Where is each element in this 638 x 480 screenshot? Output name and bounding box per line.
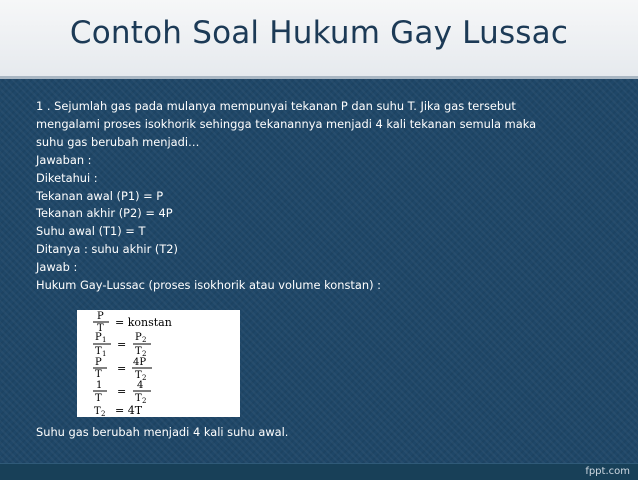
formula-text: 2: [101, 410, 106, 417]
body-line: Jawaban :: [36, 152, 92, 167]
formula-text: 2: [142, 350, 147, 358]
formula-text: T: [94, 406, 101, 417]
body-line: Tekanan akhir (P2) = 4P: [36, 206, 173, 221]
formula-text: T: [97, 323, 104, 334]
formula-text: 4P: [133, 357, 147, 368]
formula-text: T: [135, 346, 142, 357]
title-band: [0, 0, 638, 79]
slide-title: Contoh Soal Hukum Gay Lussac: [69, 15, 569, 51]
formula-svg: [77, 310, 240, 417]
formula-text: T: [135, 393, 142, 404]
formula-text: = 4T: [115, 404, 143, 417]
formula-text: T: [95, 346, 102, 357]
formula-text: P: [95, 332, 102, 343]
footer-brand: fppt.com: [585, 466, 630, 477]
body-line: Jawab :: [36, 260, 78, 275]
body-line: 1 . Sejumlah gas pada mulanya mempunyai tekanan P dan suhu T. Jika gas tersebut: [36, 99, 516, 113]
formula-text: 2: [142, 374, 147, 382]
formula-text: 1: [102, 336, 107, 344]
body-line: mengalami proses isokhorik sehingga tekanannya menjadi 4 kali tekanan semula maka: [36, 116, 537, 131]
body-line: suhu gas berubah menjadi…: [36, 134, 200, 149]
footer-band: [0, 463, 638, 480]
formula-text: 1: [102, 350, 107, 358]
formula-text: 4: [137, 380, 144, 391]
conclusion-text: Suhu gas berubah menjadi 4 kali suhu awal.: [36, 425, 289, 439]
formula-text: T: [95, 393, 102, 404]
formula-text: T: [95, 369, 102, 380]
body-line: Diketahui :: [36, 170, 98, 185]
body-line: Suhu awal (T1) = T: [36, 224, 146, 239]
question-body: [36, 98, 626, 295]
formula-text: =: [117, 338, 127, 351]
formula-text: 2: [142, 336, 147, 344]
formula-text: = konstan: [115, 316, 172, 329]
formula-text: P: [97, 311, 104, 322]
body-line: Hukum Gay-Lussac (proses isokhorik atau volume konstan) :: [36, 278, 381, 293]
formula-image: [77, 310, 240, 417]
formula-text: 2: [142, 397, 147, 405]
formula-text: 1: [96, 380, 103, 391]
formula-text: =: [117, 385, 127, 398]
body-line: Ditanya : suhu akhir (T2): [36, 242, 178, 257]
formula-text: P: [135, 332, 142, 343]
body-line: Tekanan awal (P1) = P: [36, 188, 164, 203]
formula-text: T: [135, 370, 142, 381]
formula-text: P: [95, 357, 102, 368]
formula-text: =: [117, 362, 127, 375]
